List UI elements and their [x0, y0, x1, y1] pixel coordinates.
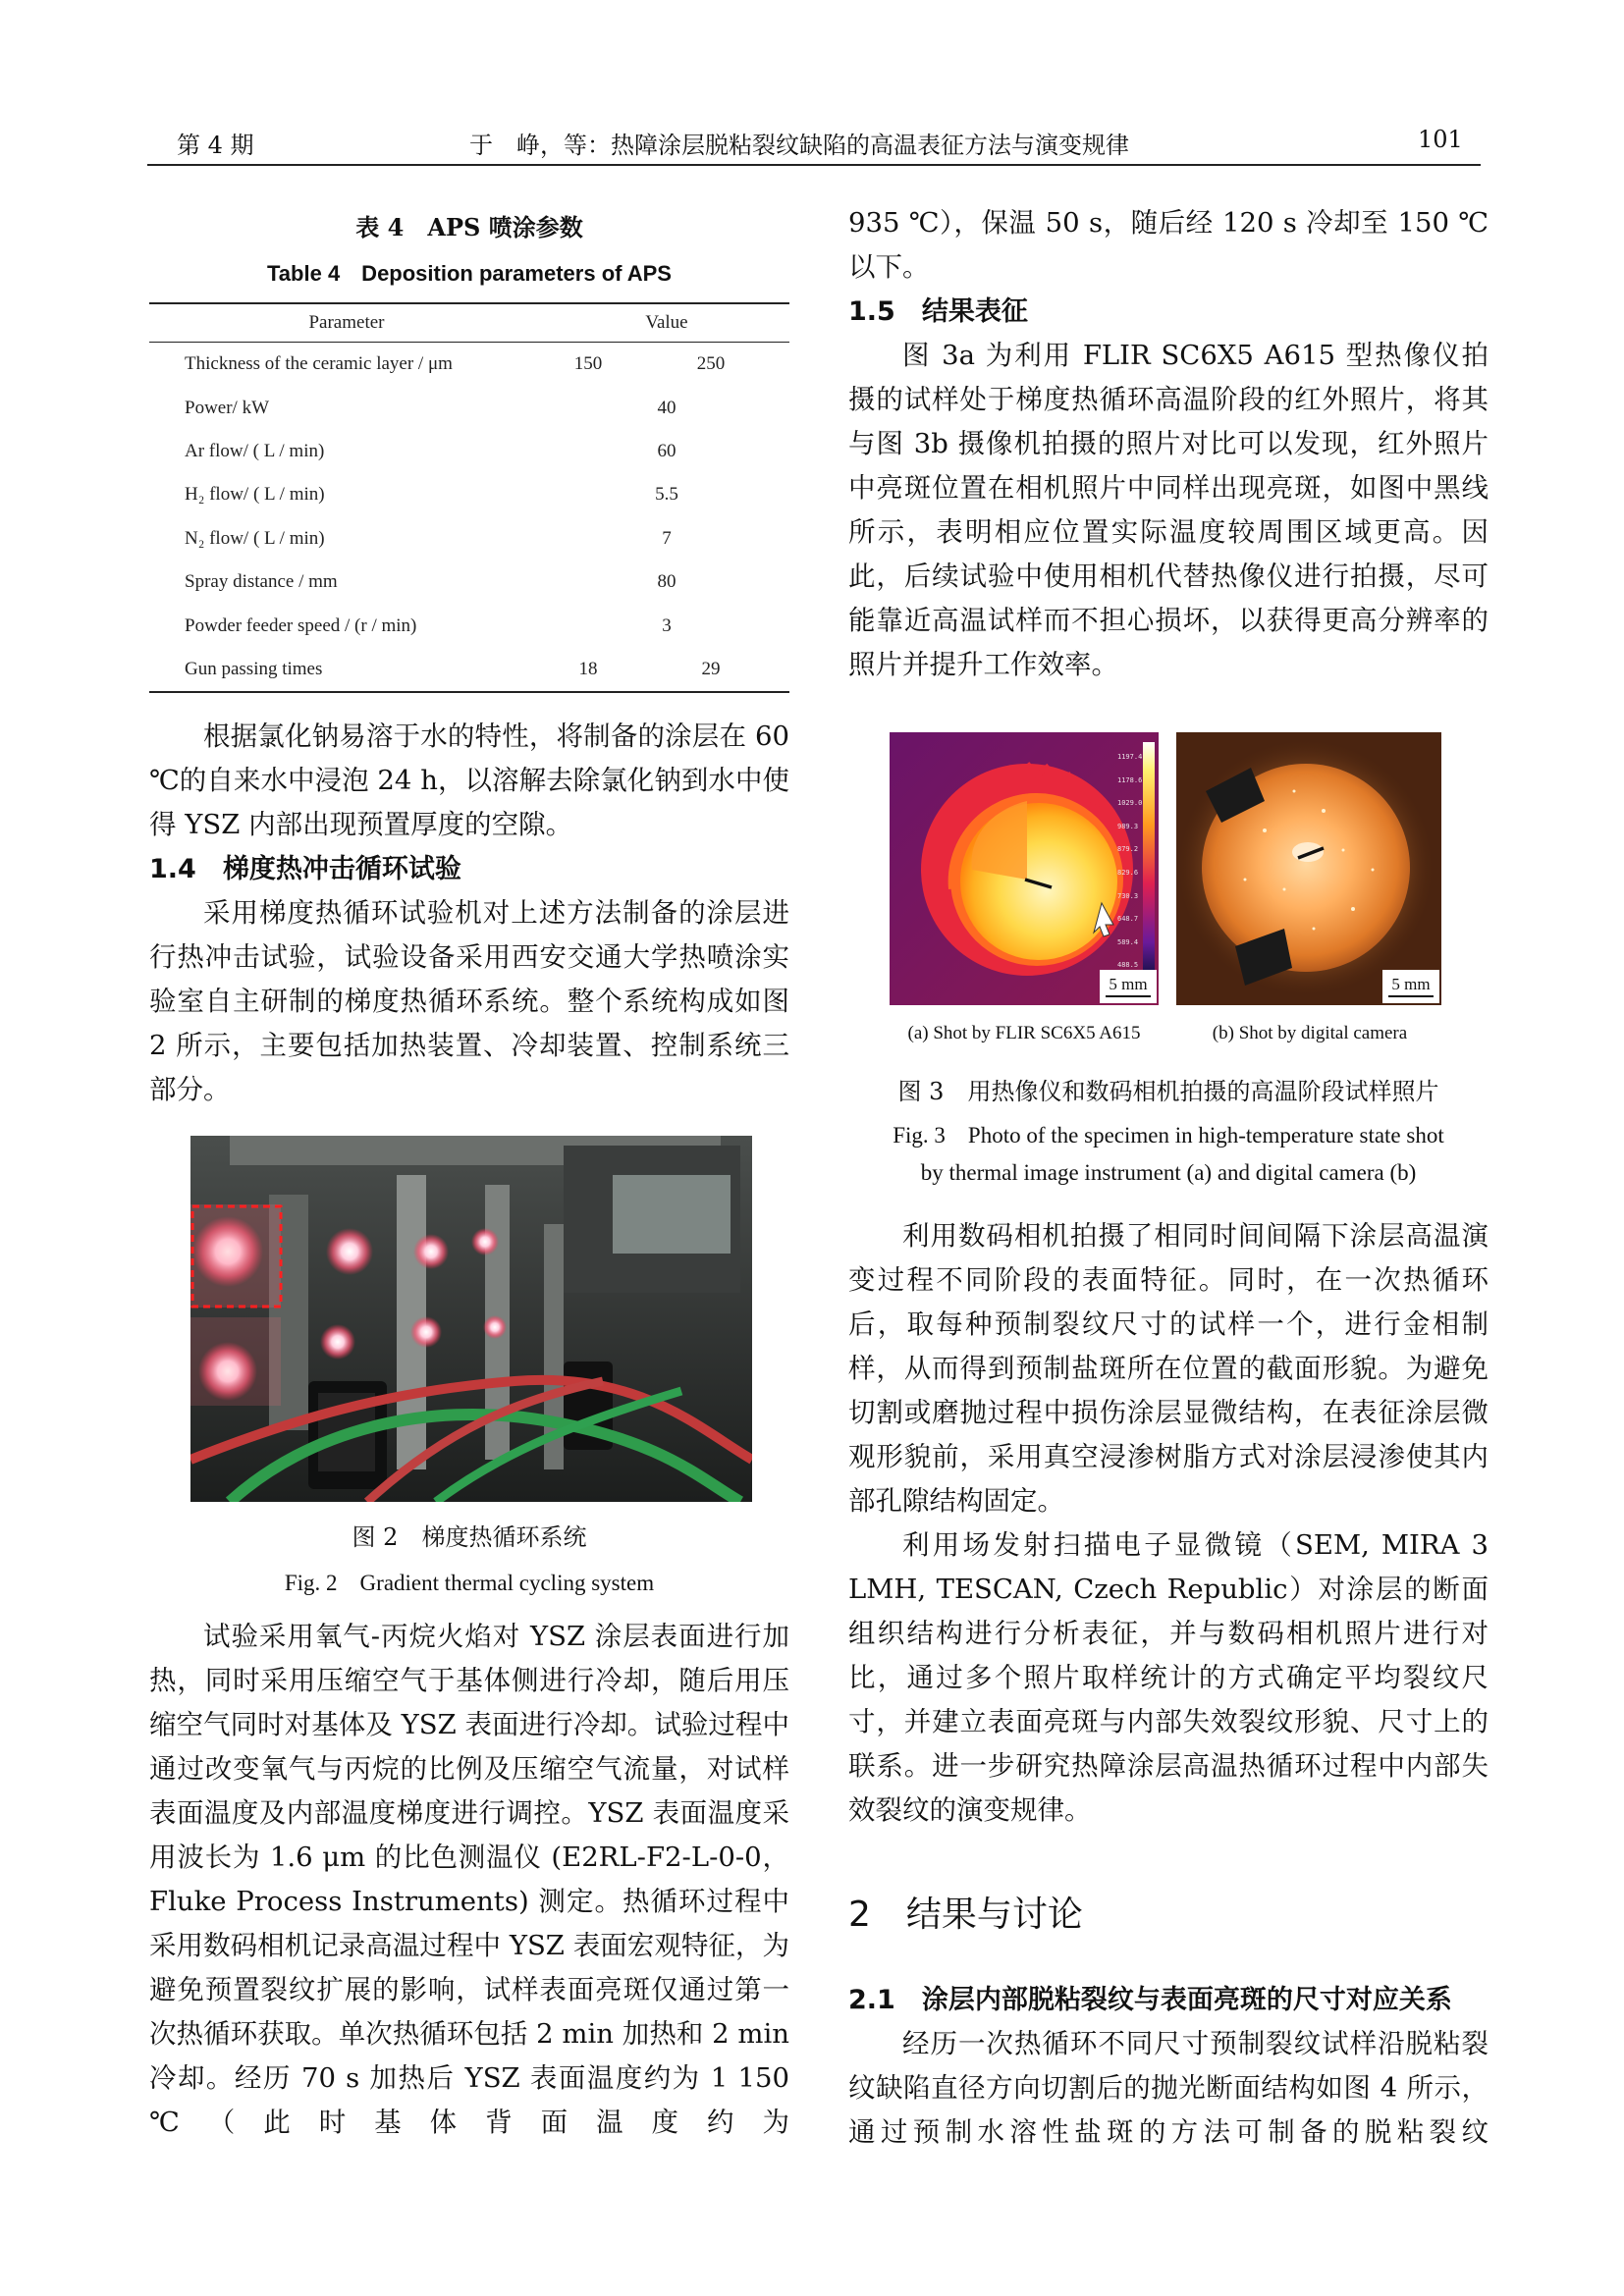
- right-text-block-1: [848, 201, 1489, 687]
- right-text-block-2: [848, 1214, 1489, 1833]
- param-cell: Power/ kW: [185, 397, 270, 418]
- left-text-block-1: [149, 715, 789, 1112]
- table-row: [149, 430, 789, 473]
- colorbar-tick: 829.6: [1117, 868, 1139, 877]
- colorbar-tick: 1029.0: [1117, 799, 1143, 808]
- param-cell: Ar flow/ ( L / min): [185, 440, 325, 461]
- paragraph: 采用梯度热循环试验机对上述方法制备的涂层进行热冲击试验，试验设备采用西安交通大学热喷涂实验室自主研制的梯度热循环系统。整个系统构成如图 2 所示，主要包括加热装置、冷却装置、控制系统三部分。: [149, 897, 789, 1105]
- colorbar-tick: 1197.4: [1117, 753, 1143, 761]
- fig3b-label: (b) Shot by digital camera: [1212, 1023, 1408, 1043]
- table4: [149, 302, 789, 693]
- value-cell: 150: [573, 353, 603, 375]
- section-heading-1-4: 1.4 梯度热冲击循环试验: [149, 854, 461, 884]
- table-row: [149, 604, 789, 647]
- value-cell: 80: [657, 571, 677, 593]
- table-row: [149, 343, 789, 387]
- value-cell: 3: [662, 614, 672, 636]
- right-text-block-3: [848, 1978, 1489, 2155]
- param-cell: H₂ flow/ ( L / min): [185, 484, 325, 506]
- value-cell: 40: [657, 397, 677, 418]
- value-cell: 5.5: [655, 484, 678, 506]
- value-cell: 7: [662, 527, 672, 549]
- colorbar-tick: 589.4: [1117, 937, 1139, 946]
- header-page-number: 101: [1418, 126, 1463, 153]
- scale-label: 5 mm: [1391, 975, 1431, 993]
- paragraph: 利用数码相机拍摄了相同时间间隔下涂层高温演变过程不同阶段的表面特征。同时，在一次热循环后，取每种预制裂纹尺寸的试样一个，进行金相制样，从而得到预制盐斑所在位置的截面形貌。为避免切割或磨抛过程中损伤涂层显微结构，在表征涂层微观形貌前，采用真空浸渗树脂方式对涂层浸渗使其内部孔隙结构固定。: [848, 1220, 1489, 1517]
- fig3-caption-cn: 图 3 用热像仪和数码相机拍摄的高温阶段试样照片: [897, 1078, 1439, 1105]
- value-cell: 60: [657, 440, 677, 461]
- col-parameter: Parameter: [308, 312, 385, 333]
- paragraph: 经历一次热循环不同尺寸预制裂纹试样沿脱粘裂纹缺陷直径方向切割后的抛光断面结构如图 4 所示，通过预制水溶性盐斑的方法可制备的脱粘裂纹: [848, 2028, 1489, 2148]
- table-row: [149, 473, 789, 516]
- value-cell: 250: [696, 353, 726, 375]
- value-cell: 18: [578, 658, 598, 679]
- colorbar-tick: 648.7: [1117, 915, 1139, 924]
- scale-label: 5 mm: [1109, 975, 1148, 993]
- section-heading-1-5: 1.5 结果表征: [848, 296, 1028, 327]
- section-heading-2-1: 2.1 涂层内部脱粘裂纹与表面亮斑的尺寸对应关系: [848, 1985, 1452, 2015]
- fig3-caption-en-1: Fig. 3 Photo of the specimen in high-temperature state shot: [893, 1123, 1444, 1148]
- value-cell: 29: [701, 658, 721, 679]
- paragraph: 试验采用氧气-丙烷火焰对 YSZ 涂层表面进行加热，同时采用压缩空气于基体侧进行冷却，随后用压缩空气同时对基体及 YSZ 表面进行冷却。试验过程中通过改变氧气与丙烷的比例及压缩空气流量，对试样表面温度及内部温度梯度进行调控。YSZ 表面温度采用波长为 1.6 μm 的比色测温仪 (E2RL-F2-L-0-0，Fluke Process Instruments) 测定。热循环过程中采用数码相机记录高温过程中 YSZ 表面宏观特征，为避免预置裂纹扩展的影响，试样表面亮斑仅通过第一次热循环获取。单次热循环包括 2 min 加热和 2 min 冷却。经历 70 s 加热后 YSZ 表面温度约为 1 150 ℃（此时基体背面温度约为: [149, 1621, 789, 2138]
- colorbar-tick: 989.3: [1117, 822, 1139, 830]
- table-header-row: [149, 303, 789, 343]
- colorbar-tick: 730.3: [1117, 891, 1139, 900]
- param-cell: Thickness of the ceramic layer / μm: [185, 353, 453, 375]
- deposition-parameters-table: [149, 302, 789, 693]
- gradient-thermal-cycling-photo: [190, 1136, 752, 1502]
- paragraph: 935 ℃），保温 50 s，随后经 120 s 冷却至 150 ℃以下。: [848, 207, 1489, 283]
- fig3b-scale-bar: [1382, 970, 1439, 1003]
- paragraph: 图 3a 为利用 FLIR SC6X5 A615 型热像仪拍摄的试样处于梯度热循环高温阶段的红外照片，将其与图 3b 摄像机拍摄的照片对比可以发现，红外照片中亮斑位置在相机照片中同样出现亮斑，如图中黑线所示，表明相应位置实际温度较周围区域更高。因此，后续试验中使用相机代替热像仪进行拍摄，尽可能靠近高温试样而不担心损坏，以获得更高分辨率的照片并提升工作效率。: [848, 340, 1489, 680]
- scale-line: [1388, 995, 1434, 997]
- param-cell: Spray distance / mm: [185, 571, 338, 593]
- param-cell: N₂ flow/ ( L / min): [185, 527, 325, 549]
- colorbar-tick: 488.5: [1117, 961, 1139, 970]
- fig3a-label: (a) Shot by FLIR SC6X5 A615: [907, 1023, 1141, 1043]
- table4-title-en: Table 4 Deposition parameters of APS: [267, 261, 672, 286]
- col-value: Value: [645, 312, 688, 333]
- table4-title-cn: 表 4 APS 喷涂参数: [355, 213, 583, 241]
- param-cell: Powder feeder speed / (r / min): [185, 614, 417, 636]
- thermal-colorbar-ticks: [1117, 746, 1143, 978]
- table-row: [149, 648, 789, 692]
- paragraph: 根据氯化钠易溶于水的特性，将制备的涂层在 60 ℃的自来水中浸泡 24 h，以溶解去除氯化钠到水中使得 YSZ 内部出现预置厚度的空隙。: [149, 721, 789, 840]
- fig2-caption-en: Fig. 2 Gradient thermal cycling system: [284, 1571, 655, 1595]
- table-row: [149, 517, 789, 561]
- param-cell: Gun passing times: [185, 658, 323, 679]
- header-issue: 第 4 期: [177, 132, 254, 159]
- header-running-title: 于 峥，等：热障涂层脱粘裂纹缺陷的高温表征方法与演变规律: [469, 132, 1129, 159]
- fig3a-thermal-image: [890, 732, 1159, 1005]
- header-rule: [147, 164, 1481, 166]
- colorbar-tick: 1178.6: [1117, 775, 1143, 784]
- fig3a-scale-bar: [1100, 970, 1157, 1003]
- section-heading-2: 2 结果与讨论: [848, 1895, 1083, 1935]
- fig3b-camera-image: [1176, 732, 1441, 1005]
- table-row: [149, 561, 789, 604]
- fig3-caption-en-2: by thermal image instrument (a) and digital camera (b): [920, 1160, 1417, 1185]
- camera-image-svg: [1176, 732, 1441, 1005]
- table-row: [149, 386, 789, 429]
- paragraph: 利用场发射扫描电子显微镜（SEM, MIRA 3 LMH, TESCAN, Czech Republic）对涂层的断面组织结构进行分析表征，并与数码相机照片进行对比，通过多个照片取样统计的方式确定平均裂纹尺寸，并建立表面亮斑与内部失效裂纹形貌、尺寸上的联系。进一步研究热障涂层高温热循环过程中内部失效裂纹的演变规律。: [848, 1529, 1489, 1826]
- left-text-block-2: [149, 1615, 789, 2145]
- fig2-photo: [190, 1136, 752, 1502]
- fig2-caption-cn: 图 2 梯度热循环系统: [352, 1523, 587, 1551]
- colorbar-tick: 879.2: [1117, 845, 1139, 854]
- scale-line: [1106, 995, 1151, 997]
